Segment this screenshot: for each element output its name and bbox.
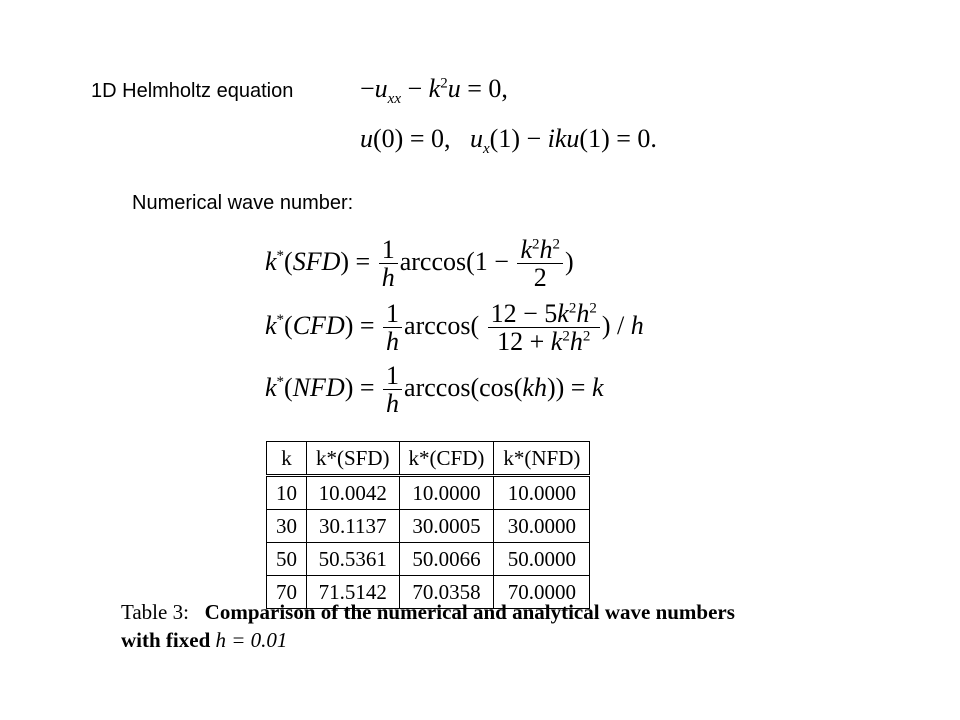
table-cell: 30 (267, 510, 307, 543)
table-caption (121, 598, 741, 654)
header-k: k (267, 442, 307, 476)
caption-text: Comparison of the numerical and analytical wave numbers with fixed (121, 600, 735, 652)
boundary-conditions: u(0) = 0, $u_x(1) - iku(1) = 0$. (360, 124, 657, 158)
table-cell: 30.0005 (399, 510, 494, 543)
table-cell: 10 (267, 476, 307, 510)
header-cfd: k*(CFD) (399, 442, 494, 476)
helmholtz-equation: $-u_{xx} - k^2u = 0$, (360, 74, 508, 108)
table-cell: 30.0000 (494, 510, 590, 543)
table-cell: 70 (267, 576, 307, 609)
table-cell: 10.0000 (494, 476, 590, 510)
wave-number-heading: Numerical wave number: (132, 192, 354, 214)
table-header-row (267, 442, 590, 476)
table-cell: 70.0358 (399, 576, 494, 609)
table-cell: 50 (267, 543, 307, 576)
table-cell: 71.5142 (307, 576, 400, 609)
table-cell: 10.0042 (307, 476, 400, 510)
table-cell: 30.1137 (307, 510, 400, 543)
table-row (267, 510, 590, 543)
table-cell: 70.0000 (494, 576, 590, 609)
header-nfd: k*(NFD) (494, 442, 590, 476)
table-row (267, 543, 590, 576)
cfd-formula: k*(CFD) = $\frac{1}{h}$ arccos( $\frac{12 - 5k^2h^2}{12 + k^2h^2}$ ) / h (265, 299, 644, 357)
table-row (267, 476, 590, 510)
sfd-formula: k*(SFD) = $\frac{1}{h}$ arccos(1 − $\frac{k^2h^2}{2}$ ) (265, 235, 574, 293)
equation-heading: 1D Helmholtz equation (91, 80, 294, 102)
table-cell: 10.0000 (399, 476, 494, 510)
results-table (266, 441, 590, 609)
table-cell: 50.0066 (399, 543, 494, 576)
caption-label: Table 3: (121, 600, 189, 624)
table-cell: 50.0000 (494, 543, 590, 576)
header-sfd: k*(SFD) (307, 442, 400, 476)
nfd-formula: k*(NFD) = $\frac{1}{h}$ arccos(cos(kh)) = k (265, 361, 604, 419)
caption-param: h = 0.01 (215, 628, 288, 652)
table-cell: 50.5361 (307, 543, 400, 576)
